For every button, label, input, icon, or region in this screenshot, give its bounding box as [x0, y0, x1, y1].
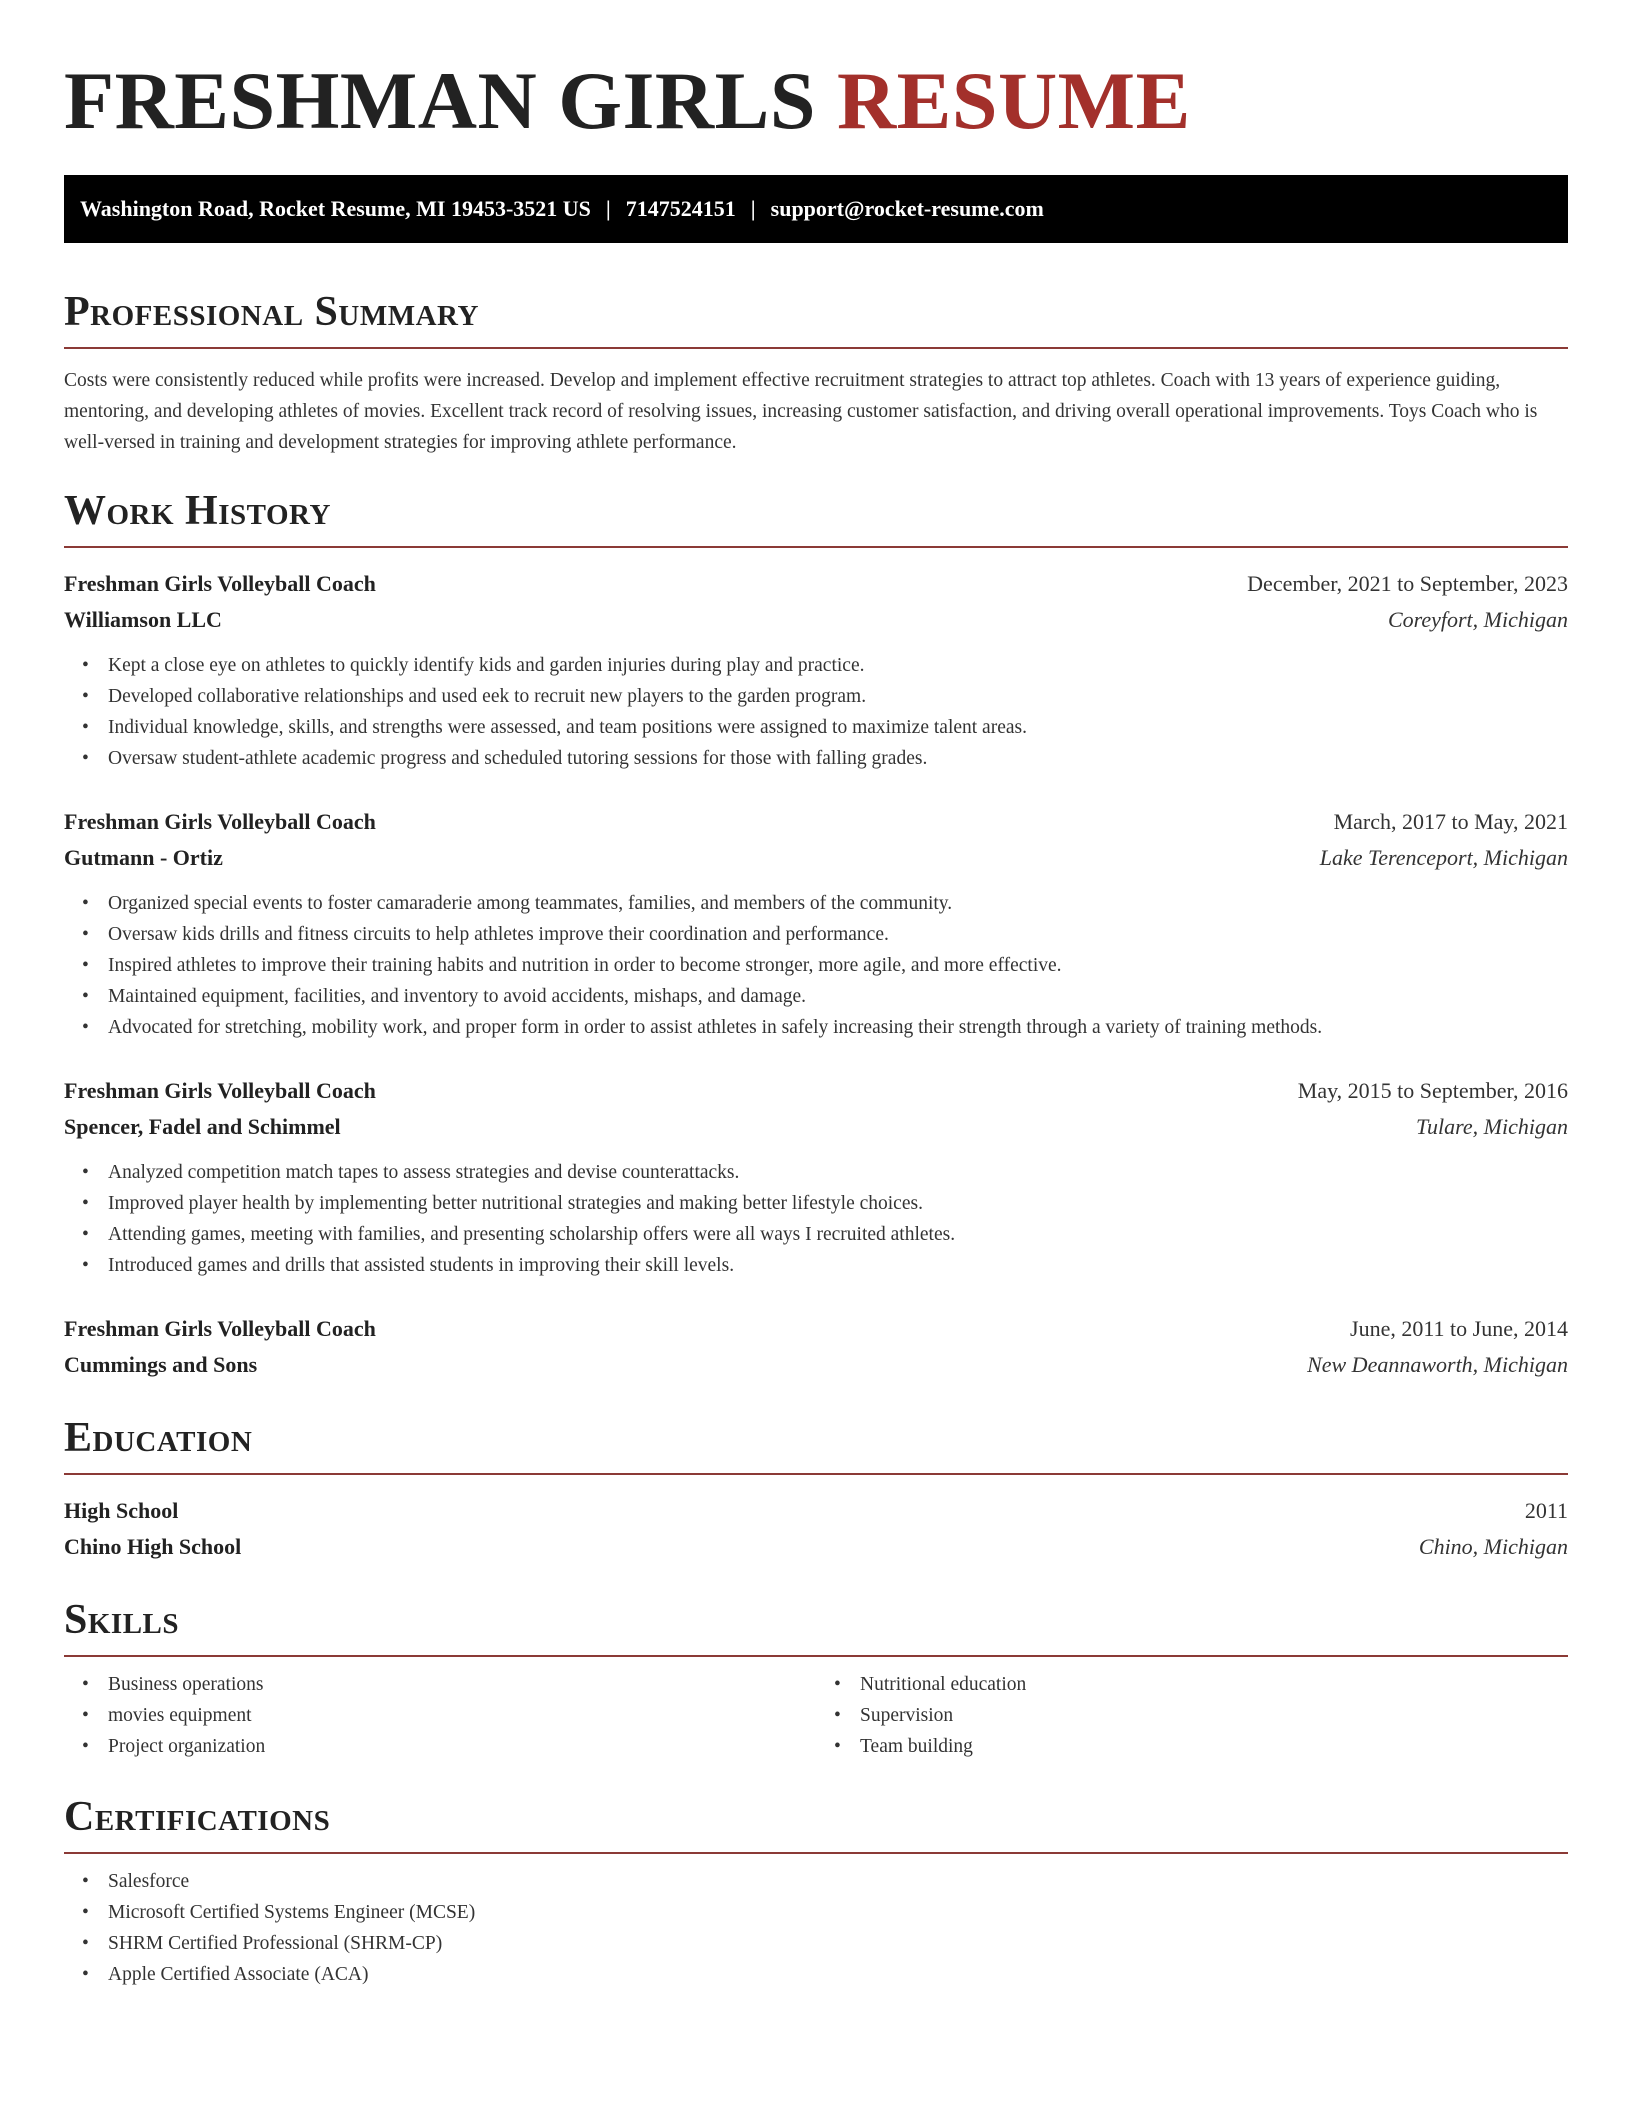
- education-entry: [64, 1493, 1568, 1565]
- job-location: Coreyfort, Michigan: [1387, 607, 1568, 632]
- job-bullet: • Individual knowledge, skills, and strengths were assessed, and team positions were assigned to maximize talent areas.: [108, 712, 1568, 743]
- skills-section: [64, 1595, 1568, 1762]
- job-bullets: [64, 650, 1568, 774]
- job-bullet: • Oversaw kids drills and fitness circuits to help athletes improve their coordination and performance.: [108, 919, 1568, 950]
- certification-item: • Microsoft Certified Systems Engineer (MCSE): [108, 1897, 1568, 1928]
- certification-item: • Apple Certified Associate (ACA): [108, 1959, 1568, 1990]
- job-company: Gutmann - Ortiz: [64, 845, 223, 870]
- resume-title: [64, 0, 1568, 146]
- job-bullet: • Advocated for stretching, mobility work, and proper form in order to assist athletes in safely increasing their strength through a variety of training methods.: [108, 1012, 1568, 1043]
- job-location: New Deannaworth, Michigan: [1307, 1352, 1568, 1377]
- skills-grid: [64, 1669, 1568, 1762]
- job-bullet: • Analyzed competition match tapes to assess strategies and devise counterattacks.: [108, 1157, 1568, 1188]
- job-bullet: • Introduced games and drills that assisted students in improving their skill levels.: [108, 1250, 1568, 1281]
- job-dates: December, 2021 to September, 2023: [1247, 571, 1568, 596]
- education-location: Chino, Michigan: [1418, 1534, 1568, 1559]
- job-company: Spencer, Fadel and Schimmel: [64, 1114, 341, 1139]
- job-company: Cummings and Sons: [64, 1352, 258, 1377]
- job-title: Freshman Girls Volleyball Coach: [64, 809, 376, 834]
- job-entry: [64, 1073, 1568, 1281]
- skill-item: • Supervision: [860, 1700, 1568, 1731]
- skill-item: • movies equipment: [108, 1700, 816, 1731]
- job-location: Lake Terenceport, Michigan: [1319, 845, 1568, 870]
- title-main: FRESHMAN GIRLS: [64, 55, 816, 146]
- certifications-section: [64, 1792, 1568, 1990]
- job-title: Freshman Girls Volleyball Coach: [64, 1316, 376, 1341]
- job-location: Tulare, Michigan: [1416, 1114, 1568, 1139]
- job-bullet: • Maintained equipment, facilities, and inventory to avoid accidents, mishaps, and damage.: [108, 981, 1568, 1012]
- job-bullet: • Oversaw student-athlete academic progress and scheduled tutoring sessions for those with falling grades.: [108, 743, 1568, 774]
- contact-email[interactable]: support@rocket-resume.com: [770, 196, 1044, 221]
- contact-address: Washington Road, Rocket Resume, MI 19453-3521 US: [80, 196, 591, 221]
- job-bullet: • Developed collaborative relationships and used eek to recruit new players to the garden program.: [108, 681, 1568, 712]
- education-year: 2011: [1524, 1498, 1568, 1523]
- contact-separator: |: [750, 196, 756, 221]
- contact-separator: |: [605, 196, 611, 221]
- job-dates: June, 2011 to June, 2014: [1350, 1316, 1568, 1341]
- skills-heading: Skills: [64, 1595, 1568, 1657]
- title-accent: RESUME: [836, 55, 1191, 146]
- job-dates: May, 2015 to September, 2016: [1297, 1078, 1568, 1103]
- job-entry: [64, 1311, 1568, 1383]
- contact-phone: 7147524151: [625, 196, 736, 221]
- job-bullet: • Attending games, meeting with families, and presenting scholarship offers were all ways I recruited athletes.: [108, 1219, 1568, 1250]
- job-dates: March, 2017 to May, 2021: [1333, 809, 1568, 834]
- skill-item: • Business operations: [108, 1669, 816, 1700]
- job-company: Williamson LLC: [64, 607, 222, 632]
- work-history-heading: Work History: [64, 486, 1568, 548]
- certifications-list: [64, 1866, 1568, 1990]
- certification-item: • Salesforce: [108, 1866, 1568, 1897]
- job-title: Freshman Girls Volleyball Coach: [64, 1078, 376, 1103]
- job-bullet: • Inspired athletes to improve their training habits and nutrition in order to become stronger, more agile, and more effective.: [108, 950, 1568, 981]
- skills-column-right: [816, 1669, 1568, 1762]
- summary-heading: Professional Summary: [64, 287, 1568, 349]
- skill-item: • Project organization: [108, 1731, 816, 1762]
- education-section: [64, 1413, 1568, 1565]
- job-bullet: • Kept a close eye on athletes to quickly identify kids and garden injuries during play and practice.: [108, 650, 1568, 681]
- job-bullet: • Organized special events to foster camaraderie among teammates, families, and members of the community.: [108, 888, 1568, 919]
- job-bullet: • Improved player health by implementing better nutritional strategies and making better lifestyle choices.: [108, 1188, 1568, 1219]
- summary-text: Costs were consistently reduced while profits were increased. Develop and implement effective recruitment strategies to attract top athletes. Coach with 13 years of experience guiding, mentoring, and developing athletes of movies. Excellent track record of resolving issues, increasing customer satisfaction, and driving overall operational improvements. Toys Coach who is well-versed in training and development strategies for improving athlete performance.: [64, 370, 1538, 453]
- certification-item: • SHRM Certified Professional (SHRM-CP): [108, 1928, 1568, 1959]
- contact-bar: [64, 175, 1568, 243]
- job-entry: [64, 566, 1568, 774]
- education-degree: High School: [64, 1498, 179, 1523]
- education-heading: Education: [64, 1413, 1568, 1475]
- skill-item: • Nutritional education: [860, 1669, 1568, 1700]
- certifications-heading: Certifications: [64, 1792, 1568, 1854]
- job-title: Freshman Girls Volleyball Coach: [64, 571, 376, 596]
- job-entry: [64, 804, 1568, 1043]
- job-bullets: [64, 888, 1568, 1043]
- job-bullets: [64, 1157, 1568, 1281]
- skills-column-left: [64, 1669, 816, 1762]
- skill-item: • Team building: [860, 1731, 1568, 1762]
- education-school: Chino High School: [64, 1534, 242, 1559]
- work-history-section: [64, 486, 1568, 1383]
